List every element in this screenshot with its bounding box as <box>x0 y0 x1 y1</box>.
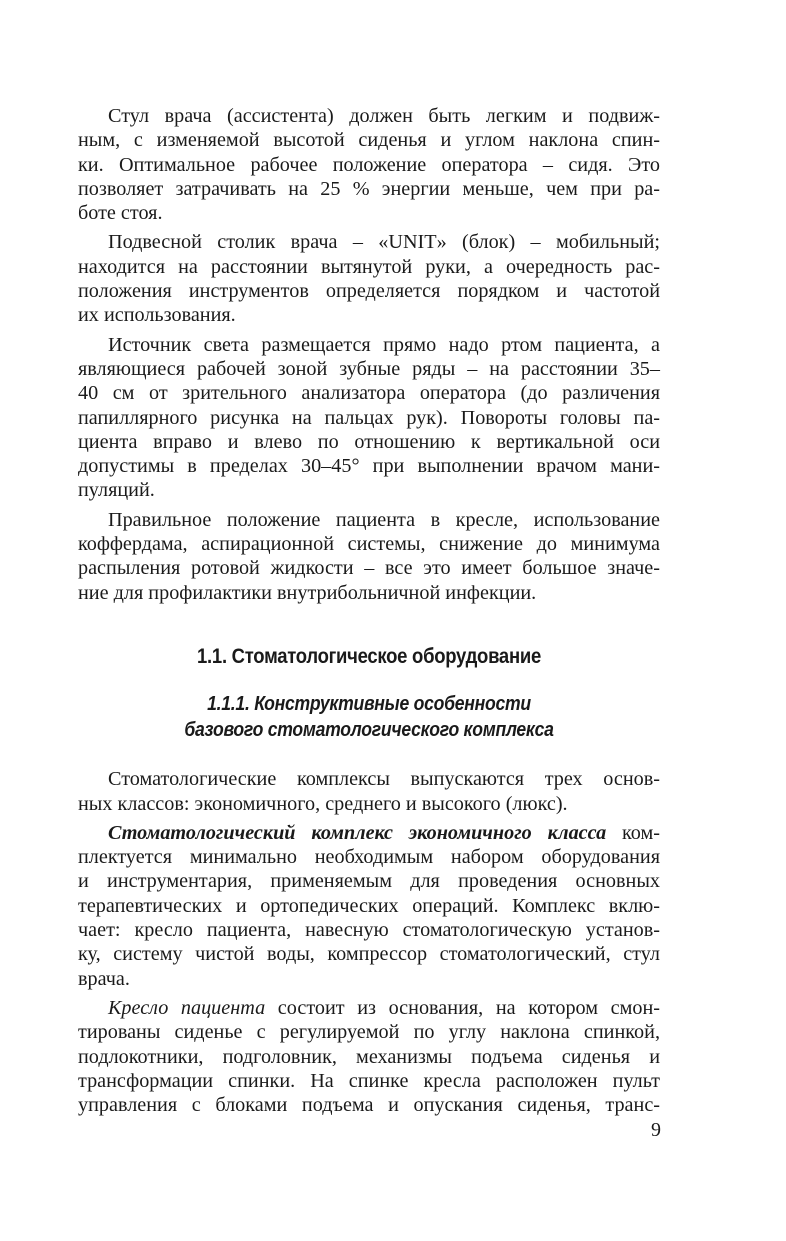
paragraph-patient-chair <box>78 996 660 1117</box>
text-line: находится на расстоянии вытянутой руки, а очередность рас- <box>78 255 660 278</box>
text-line <box>78 996 660 1020</box>
text-line: Правильное положение пациента в кресле, использование <box>108 508 660 531</box>
page-body <box>78 104 660 1122</box>
text-line: ным, с изменяемой высотой сиденья и углом наклона спин- <box>78 129 660 152</box>
text-line: ки. Оптимальное рабочее положение оператора – сидя. Это <box>78 153 660 176</box>
paragraph-economy-class <box>78 821 660 991</box>
text-line: Стоматологические комплексы выпускаются трех основ- <box>108 768 660 791</box>
text-line: тированы сиденье с регулируемой по углу наклона спинкой, <box>78 1021 660 1044</box>
italic-term: Кресло пациента <box>108 996 266 1019</box>
text-line: врача. <box>78 967 130 990</box>
text-line: Источник света размещается прямо надо ртом пациента, а <box>108 333 660 356</box>
text-line: ку, систему чистой воды, компрессор стоматологический, стул <box>78 943 660 966</box>
text-line: Подвесной столик врача – «UNIT» (блок) – мобильный; <box>108 231 660 254</box>
text-line: терапевтических и ортопедических операций. Комплекс вклю- <box>78 894 660 917</box>
section-heading: 1.1. Стоматологическое оборудование <box>197 644 541 668</box>
text-line: папиллярного рисунка на пальцах рук). Повороты головы па- <box>78 406 660 429</box>
subsection-heading-line: 1.1.1. Конструктивные особенности <box>207 693 531 716</box>
text-line: Стул врача (ассистента) должен быть легким и подвиж- <box>108 105 660 127</box>
text-line: пуляций. <box>78 479 155 502</box>
text-line: плектуется минимально необходимым набором оборудования <box>78 846 660 869</box>
text-line: распыления ротовой жидкости – все это имеет большое значе- <box>78 557 660 580</box>
text-line: циента вправо и влево по отношению к вертикальной оси <box>78 430 660 453</box>
text-line: трансформации спинки. На спинке кресла расположен пульт <box>78 1069 660 1092</box>
text-line <box>78 821 660 845</box>
text-line: положения инструментов определяется порядком и частотой <box>78 280 660 303</box>
paragraph-chair <box>78 104 660 225</box>
bold-italic-term: Стоматологический комплекс экономичного класса <box>108 821 607 844</box>
text-line: позволяет затрачивать на 25 % энергии меньше, чем при ра- <box>78 177 660 200</box>
text-run: ком- <box>606 821 660 844</box>
text-line: 40 см от зрительного анализатора оператора (до различения <box>78 382 660 405</box>
text-line: боте стоя. <box>78 202 163 225</box>
paragraph-position <box>78 508 660 605</box>
text-line: подлокотники, подголовник, механизмы подъема сиденья и <box>78 1045 660 1068</box>
text-line: их использования. <box>78 304 236 327</box>
text-line: допустимы в пределах 30–45° при выполнении врачом мани- <box>78 455 660 478</box>
text-line: чает: кресло пациента, навесную стоматологическую установ- <box>78 919 660 942</box>
text-line: коффердама, аспирационной системы, снижение до минимума <box>78 533 660 556</box>
subsection-heading-line: базового стоматологического комплекса <box>184 719 554 742</box>
paragraph-unit <box>78 230 660 327</box>
paragraph-light <box>78 333 660 503</box>
text-line: ние для профилактики внутрибольничной инфекции. <box>78 581 537 604</box>
text-line: являющиеся рабочей зоной зубные ряды – на расстоянии 35– <box>78 357 660 380</box>
page-number: 9 <box>651 1119 661 1141</box>
subsection-heading <box>113 691 625 743</box>
text-run: состоит из основания, на котором смон- <box>265 996 660 1019</box>
text-line: и инструментария, применяемым для проведения основных <box>78 870 660 893</box>
text-line: управления с блоками подъема и опускания сиденья, транс- <box>78 1094 660 1117</box>
text-line: ных классов: экономичного, среднего и высокого (люкс). <box>78 792 568 815</box>
paragraph-classes <box>78 767 660 816</box>
